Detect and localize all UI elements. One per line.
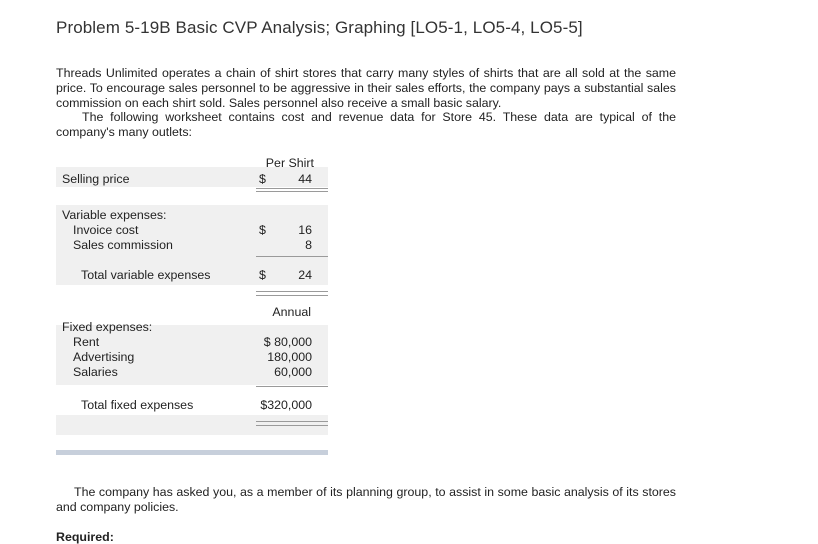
closing-paragraph: The company has asked you, as a member of its planning group, to assist in some basic analysis of its stores and company policies. xyxy=(56,485,676,514)
invoice-cost-value: 16 xyxy=(298,223,312,237)
divider xyxy=(256,291,328,292)
total-fixed-label: Total fixed expenses xyxy=(81,398,194,412)
divider xyxy=(256,256,328,257)
selling-price-value: 44 xyxy=(298,172,312,186)
advertising-label: Advertising xyxy=(73,350,135,364)
selling-price-label: Selling price xyxy=(62,172,130,186)
total-variable-label: Total variable expenses xyxy=(81,268,211,282)
section-divider xyxy=(56,450,328,455)
advertising-value: 180,000 xyxy=(267,350,312,364)
fixed-expenses-heading: Fixed expenses: xyxy=(62,320,153,334)
divider xyxy=(256,421,328,422)
required-heading: Required: xyxy=(56,530,114,544)
page-title: Problem 5-19B Basic CVP Analysis; Graphing [LO5-1, LO5-4, LO5-5] xyxy=(56,18,583,37)
salaries-label: Salaries xyxy=(73,365,118,379)
invoice-cost-dollar: $ xyxy=(259,223,266,237)
divider xyxy=(256,425,328,426)
worksheet-table xyxy=(56,155,328,455)
total-variable-value: 24 xyxy=(298,268,312,282)
annual-header: Annual xyxy=(272,305,311,319)
salaries-value: 60,000 xyxy=(274,365,312,379)
worksheet-intro-paragraph: The following worksheet contains cost and revenue data for Store 45. These data are typical of the company's many outlets: xyxy=(56,110,676,139)
sales-commission-label: Sales commission xyxy=(73,238,173,252)
per-shirt-header: Per Shirt xyxy=(265,156,314,170)
variable-expenses-heading: Variable expenses: xyxy=(62,208,167,222)
divider xyxy=(256,188,328,189)
rent-value: $ 80,000 xyxy=(263,335,312,349)
total-fixed-value: $320,000 xyxy=(260,398,312,412)
intro-paragraph: Threads Unlimited operates a chain of shirt stores that carry many styles of shirts that are all sold at the same price. To encourage sales personnel to be aggressive in their sales efforts, the company pays a substantial sales commission on each shirt sold. Sales personnel also receive a small basic salary. xyxy=(56,66,676,110)
divider xyxy=(256,386,328,387)
invoice-cost-label: Invoice cost xyxy=(73,223,139,237)
selling-price-dollar: $ xyxy=(259,172,266,186)
total-variable-dollar: $ xyxy=(259,268,266,282)
rent-label: Rent xyxy=(73,335,100,349)
sales-commission-value: 8 xyxy=(305,238,312,252)
divider xyxy=(256,295,328,296)
divider xyxy=(256,191,328,192)
